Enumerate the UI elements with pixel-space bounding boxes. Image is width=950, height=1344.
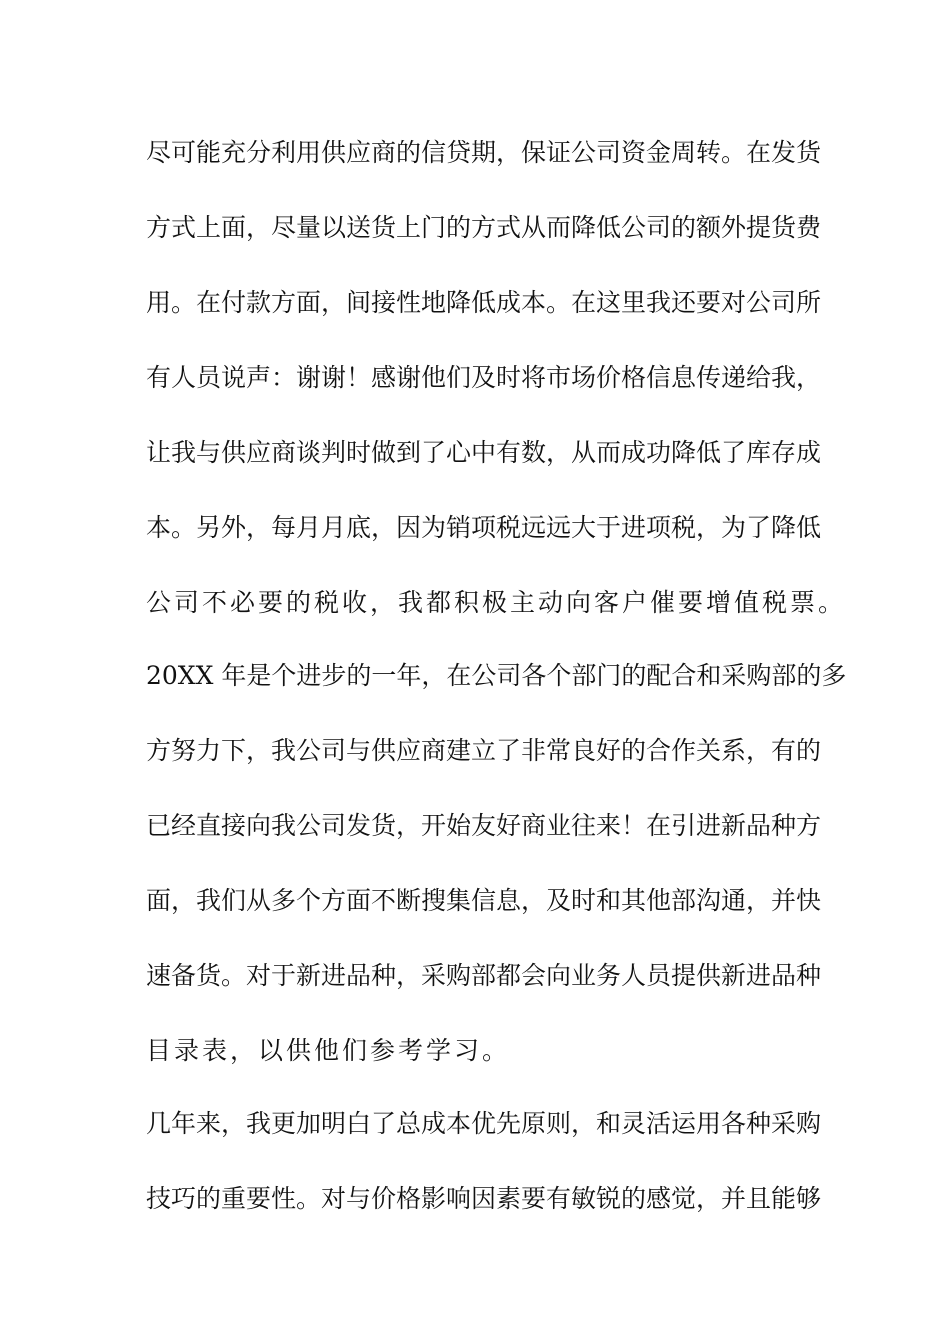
text-line: 尽可能充分利用供应商的信贷期，保证公司资金周转。在发货 — [146, 138, 822, 167]
text-line: 面，我们从多个方面不断搜集信息，及时和其他部沟通，并快 — [146, 886, 822, 915]
text-line: 目录表，以供他们参考学习。 — [146, 1036, 511, 1065]
text-line: 已经直接向我公司发货，开始友好商业往来！在引进新品种方 — [146, 811, 822, 840]
text-line: 20XX 年是个进步的一年，在公司各个部门的配合和采购部的多 — [146, 661, 847, 690]
text-line: 本。另外，每月月底，因为销项税远远大于进项税，为了降低 — [146, 513, 822, 542]
text-line: 有人员说声：谢谢！感谢他们及时将市场价格信息传递给我， — [146, 363, 822, 392]
text-line: 公司不必要的税收，我都积极主动向客户催要增值税票。 — [146, 588, 847, 617]
text-line: 方努力下，我公司与供应商建立了非常良好的合作关系，有的 — [146, 736, 822, 765]
text-line: 速备货。对于新进品种，采购部都会向业务人员提供新进品种 — [146, 961, 822, 990]
text-line: 几年来，我更加明白了总成本优先原则，和灵活运用各种采购 — [146, 1109, 822, 1138]
text-line: 用。在付款方面，间接性地降低成本。在这里我还要对公司所 — [146, 288, 822, 317]
text-line: 方式上面，尽量以送货上门的方式从而降低公司的额外提货费 — [146, 213, 822, 242]
text-line: 让我与供应商谈判时做到了心中有数，从而成功降低了库存成 — [146, 438, 822, 467]
text-line: 技巧的重要性。对与价格影响因素要有敏锐的感觉，并且能够 — [146, 1184, 822, 1213]
